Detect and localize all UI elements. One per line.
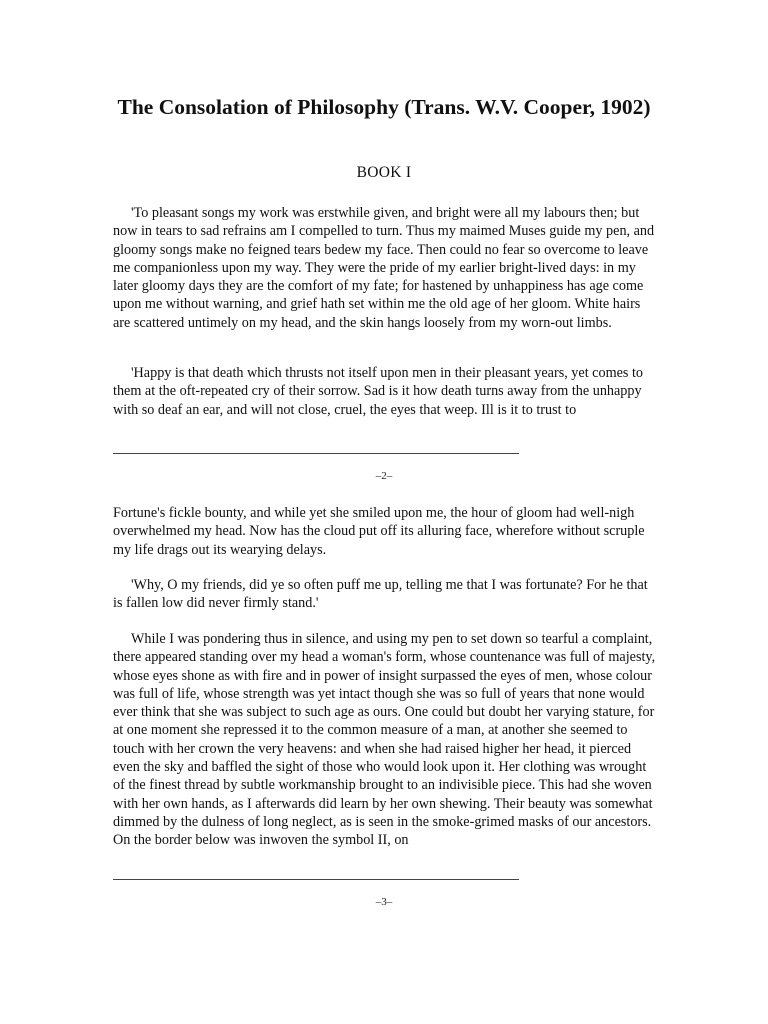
- book-heading: BOOK I: [356, 164, 412, 181]
- paragraph-woman-form: While I was pondering thus in silence, and using my pen to set down so tearful a complaint, there appeared standing over my head a woman's form, whose countenance was full of majesty, whose eyes shone as with fire and in power of insight surpassed the eyes of men, whose colour was full of life, whose strength was yet intact though she was so full of years that none would ever think that she was subject to such age as ours. One could but doubt her varying stature, for at one moment she repressed it to the common measure of a man, at another she seemed to touch with her crown the very heavens: and when she had raised higher her head, it pierced even the sky and baffled the sight of those who would look upon it. Her clothing was wrought of the finest thread by subtle workmanship brought to an indivisible piece. This had she woven with her own hands, as I afterwards did learn by her own shewing. Their beauty was somewhat dimmed by the dulness of long neglect, as is seen in the smoke-grimed masks of our ancestors. On the border below was inwoven the symbol II, on: [113, 631, 656, 849]
- page-divider-rule: [113, 879, 519, 880]
- paragraph-opening-song: 'To pleasant songs my work was erstwhile given, and bright were all my labours then; but now in tears to sad refrains am I compelled to turn. Thus my maimed Muses guide my pen, and gloomy songs make no feigned tears bedew my face. Then could no fear so overcome to leave me companionless upon my way. They were the pride of my earlier bright-lived days: in my later gloomy days they are the comfort of my fate; for hastened by unhappiness has age come upon me without warning, and grief hath set within me the old age of her gloom. White hairs are scattered untimely on my head, and the skin hangs loosely from my worn-out limbs.: [113, 205, 655, 331]
- page-number-3: –3–: [375, 896, 393, 908]
- document-title: The Consolation of Philosophy (Trans. W.V. Cooper, 1902): [117, 95, 651, 119]
- paragraph-happy-death: 'Happy is that death which thrusts not itself upon men in their pleasant years, yet comes to them at the oft-repeated cry of their sorrow. Sad is it how death turns away from the unhappy with so deaf an ear, and will not close, cruel, the eyes that weep. Ill is it to trust to: [113, 365, 644, 418]
- paragraph-friends: 'Why, O my friends, did ye so often puff me up, telling me that I was fortunate? For he that is fallen low did never firmly stand.': [113, 577, 648, 612]
- page-number-2: –2–: [375, 470, 393, 482]
- paragraph-fortune: Fortune's fickle bounty, and while yet she smiled upon me, the hour of gloom had well-nigh overwhelmed my head. Now has the cloud put off its alluring face, wherefore without scruple my life drags out its wearying delays.: [113, 505, 645, 558]
- page-divider-rule: [113, 453, 519, 454]
